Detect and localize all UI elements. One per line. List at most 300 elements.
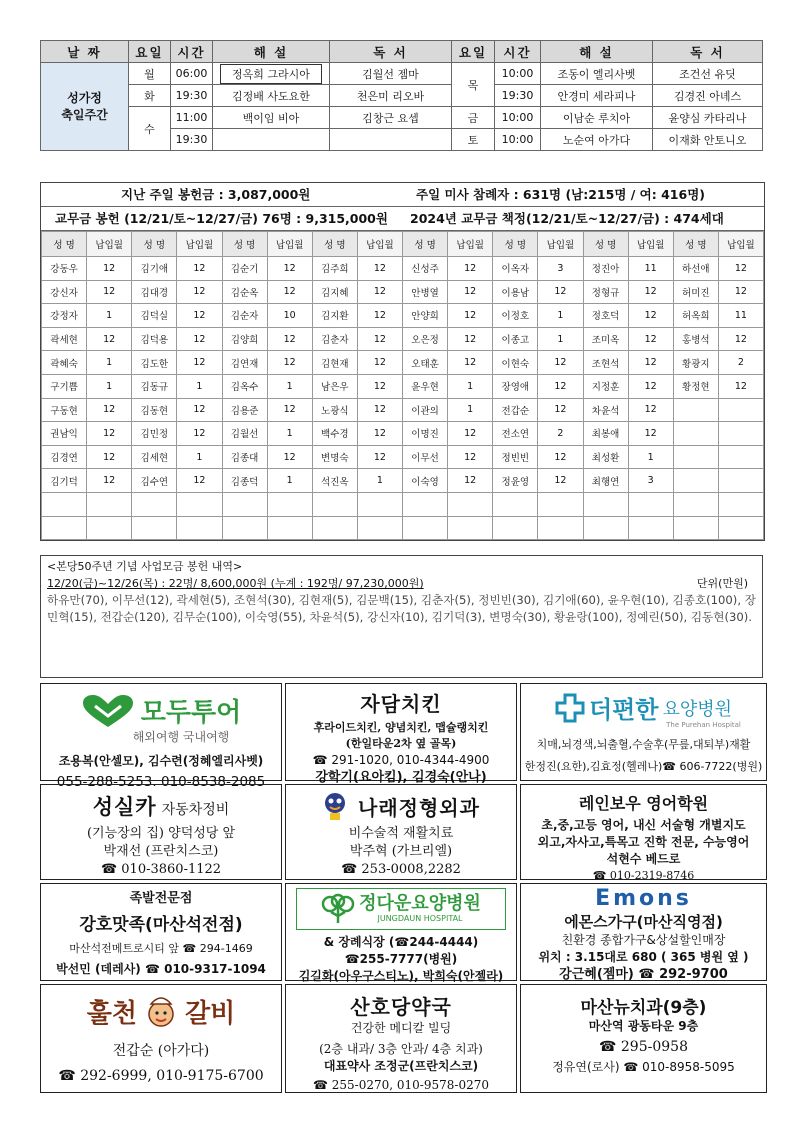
day-cell: 금 xyxy=(452,107,495,129)
header-name: 성 명 xyxy=(403,232,448,257)
jeongdaun-eng: JUNGDAUN HOSPITAL xyxy=(377,914,463,923)
header-reader-2: 독 서 xyxy=(653,41,763,63)
months-paid xyxy=(357,492,402,516)
months-paid: 1 xyxy=(177,374,222,398)
galbi-phone: ☎ 292-6999, 010-9175-6700 xyxy=(58,1068,264,1084)
jokbal-location: 마산석전메트로시티 앞 ☎ 294-1469 xyxy=(69,942,253,955)
member-name: 김세현 xyxy=(132,445,177,469)
nursing-people: 한정진(요한),김효정(헬레나)☎ 606-7722(병원) xyxy=(524,760,763,773)
time-cell: 06:00 xyxy=(171,63,213,85)
member-name xyxy=(673,422,718,446)
months-paid: 12 xyxy=(538,351,583,375)
jeongdaun-funeral: & 장례식장 (☎244-4444) xyxy=(323,935,479,949)
header-name: 성 명 xyxy=(222,232,267,257)
months-paid: 1 xyxy=(87,351,132,375)
dues-row xyxy=(42,492,764,516)
jeongdaun-name: 정다운요양병원 xyxy=(359,893,481,914)
member-name: 김기덕 xyxy=(42,469,87,493)
medical-cross-icon xyxy=(555,693,585,723)
car-desc: (기능장의 집) 양덕성당 앞 xyxy=(86,826,236,841)
member-name: 김지환 xyxy=(312,304,357,328)
modutour-phone: 055-288-5253. 010-8538-2085 xyxy=(56,774,266,790)
months-paid: 12 xyxy=(718,374,763,398)
jeongdaun-phone: ☎255-7777(병원) xyxy=(344,952,458,966)
member-name: 지정훈 xyxy=(583,374,628,398)
months-paid: 12 xyxy=(267,257,312,281)
months-paid: 12 xyxy=(177,280,222,304)
header-date: 날 짜 xyxy=(41,41,129,63)
months-paid: 12 xyxy=(357,327,402,351)
reader-name: 천은미 리오바 xyxy=(330,85,452,107)
surgery-desc: 비수술적 재활치료 xyxy=(348,826,454,841)
member-name: 강신자 xyxy=(42,280,87,304)
emons-brand: Emons xyxy=(595,886,692,911)
member-name: 남은우 xyxy=(312,374,357,398)
months-paid: 12 xyxy=(357,280,402,304)
months-paid: 12 xyxy=(177,351,222,375)
member-name: 권남익 xyxy=(42,422,87,446)
member-name: 황정현 xyxy=(673,374,718,398)
months-paid xyxy=(87,516,132,540)
member-name xyxy=(583,516,628,540)
offering-summary-row xyxy=(41,183,764,207)
header-name: 성 명 xyxy=(42,232,87,257)
member-name xyxy=(673,492,718,516)
months-paid: 12 xyxy=(448,257,493,281)
fund-period: 12/20(금)~12/26(목) : 22명/ 8,600,000원 (누계 : 192명/ 97,230,000원) xyxy=(47,577,424,590)
member-name: 김수연 xyxy=(132,469,177,493)
member-name: 강동우 xyxy=(42,257,87,281)
months-paid: 1 xyxy=(448,398,493,422)
member-name xyxy=(222,516,267,540)
header-months-paid: 납입월 xyxy=(357,232,402,257)
months-paid: 12 xyxy=(718,257,763,281)
member-name: 오태훈 xyxy=(403,351,448,375)
months-paid: 12 xyxy=(357,445,402,469)
day-cell: 월 xyxy=(129,63,171,85)
months-paid xyxy=(357,516,402,540)
ad-jeongdaun-hospital xyxy=(285,883,517,981)
member-name: 김현재 xyxy=(312,351,357,375)
member-name xyxy=(493,516,538,540)
commentator-name: 안경미 세라피나 xyxy=(541,85,653,107)
commentator-name xyxy=(213,129,330,151)
months-paid: 12 xyxy=(87,398,132,422)
months-paid: 12 xyxy=(87,422,132,446)
months-paid xyxy=(718,398,763,422)
emons-people: 강근혜(젬마) ☎ 292-9700 xyxy=(559,967,728,982)
nursing-desc: 치매,뇌경색,뇌출혈,수술후(무릎,대퇴부)재활 xyxy=(536,738,751,751)
nursing-brand: 더편한 xyxy=(588,696,659,724)
pharmacy-person: 대표약사 조정군(프란치스코) xyxy=(323,1059,479,1073)
feast-week-label: 성가정 축일주간 xyxy=(41,63,129,151)
member-name: 김동규 xyxy=(132,374,177,398)
months-paid xyxy=(718,445,763,469)
chicken-location: (한일타운2차 옆 골목) xyxy=(345,737,457,750)
months-paid: 1 xyxy=(177,445,222,469)
time-cell: 10:00 xyxy=(495,107,541,129)
last-week-offering: 지난 주일 봉헌금 : 3,087,000원 xyxy=(121,187,311,202)
reader-name xyxy=(330,129,452,151)
months-paid: 12 xyxy=(177,304,222,328)
months-paid: 11 xyxy=(718,304,763,328)
months-paid: 12 xyxy=(448,351,493,375)
months-paid: 12 xyxy=(267,351,312,375)
member-name: 노광식 xyxy=(312,398,357,422)
nursing-brand-2: 요양병원 xyxy=(662,698,733,720)
dues-table xyxy=(41,231,764,540)
dues-row xyxy=(42,374,764,398)
months-paid: 12 xyxy=(87,445,132,469)
heart-logo-icon xyxy=(81,694,135,728)
months-paid xyxy=(448,492,493,516)
member-name: 곽세현 xyxy=(42,327,87,351)
pharmacy-name: 산호당약국 xyxy=(350,995,452,1019)
member-name: 정진아 xyxy=(583,257,628,281)
header-months-paid: 납입월 xyxy=(267,232,312,257)
header-months-paid: 납입월 xyxy=(538,232,583,257)
member-name: 안병열 xyxy=(403,280,448,304)
fund-title: <본당50주년 기념 사업모금 봉헌 내역> xyxy=(47,560,243,573)
ad-jokbal xyxy=(40,883,282,981)
rainbow-phone: ☎ 010-2319-8746 xyxy=(592,869,695,882)
member-name: 하선애 xyxy=(673,257,718,281)
commentator-name: 백이임 비아 xyxy=(213,107,330,129)
member-name xyxy=(42,516,87,540)
member-name: 김순자 xyxy=(222,304,267,328)
header-day-2: 요일 xyxy=(452,41,495,63)
member-name: 정빈빈 xyxy=(493,445,538,469)
header-months-paid: 납입월 xyxy=(177,232,222,257)
member-name: 이정호 xyxy=(493,304,538,328)
member-name: 김월선 xyxy=(222,422,267,446)
member-name: 신성주 xyxy=(403,257,448,281)
member-name: 허미진 xyxy=(673,280,718,304)
months-paid xyxy=(718,469,763,493)
reader-name: 이재화 안토니오 xyxy=(653,129,763,151)
dues-plan: 2024년 교무금 책정(12/21/토~12/27/금) : 474세대 xyxy=(410,211,724,226)
member-name: 김동현 xyxy=(132,398,177,422)
header-name: 성 명 xyxy=(493,232,538,257)
chef-mascot-icon xyxy=(143,994,179,1030)
months-paid: 2 xyxy=(538,422,583,446)
member-name: 최봉애 xyxy=(583,422,628,446)
months-paid xyxy=(538,516,583,540)
months-paid xyxy=(87,492,132,516)
schedule-header-row xyxy=(41,41,763,63)
commentator-name: 노순여 아가다 xyxy=(541,129,653,151)
months-paid: 1 xyxy=(628,445,673,469)
day-cell: 수 xyxy=(129,107,171,151)
member-name: 김종대 xyxy=(222,445,267,469)
months-paid: 12 xyxy=(267,445,312,469)
months-paid xyxy=(267,516,312,540)
ad-dental xyxy=(520,984,767,1093)
member-name xyxy=(673,516,718,540)
ad-emons-furniture xyxy=(520,883,767,981)
months-paid: 3 xyxy=(628,469,673,493)
member-name: 김옥수 xyxy=(222,374,267,398)
months-paid xyxy=(718,422,763,446)
months-paid: 12 xyxy=(177,469,222,493)
months-paid: 12 xyxy=(448,445,493,469)
time-cell: 19:30 xyxy=(495,85,541,107)
dues-row xyxy=(42,445,764,469)
member-name xyxy=(673,398,718,422)
car-person: 박재선 (프란치스코) xyxy=(103,844,219,859)
jokbal-kind: 족발전문점 xyxy=(129,891,193,906)
surgery-name: 나래정형외과 xyxy=(358,795,480,820)
header-months-paid: 납입월 xyxy=(628,232,673,257)
months-paid: 2 xyxy=(718,351,763,375)
member-name: 전소연 xyxy=(493,422,538,446)
fund-period-row xyxy=(47,575,756,592)
member-name xyxy=(132,516,177,540)
fund-donor-list: 하유만(70), 이무선(12), 곽세현(5), 조현석(30), 김현재(5), 김문백(15), 김춘자(5), 정빈빈(30), 김기애(60), 윤우현(10), 김종호(100), 장민혁(15), 전갑순(120), 김무순(100), 이숙영(55), 차윤석(5), 강신자(10), 김기덕(3), 변명숙(30), 황윤랑(100), 정예린(50), 김동현(30). xyxy=(47,593,756,624)
anniversary-fund-section xyxy=(40,555,763,678)
member-name: 홍병석 xyxy=(673,327,718,351)
member-name: 강정자 xyxy=(42,304,87,328)
member-name: 조미옥 xyxy=(583,327,628,351)
rainbow-desc-1: 초,중,고등 영어, 내신 서술형 개별지도 xyxy=(541,818,746,832)
member-name xyxy=(42,492,87,516)
months-paid: 12 xyxy=(628,374,673,398)
months-paid: 12 xyxy=(177,257,222,281)
months-paid xyxy=(448,516,493,540)
dues-row xyxy=(42,304,764,328)
months-paid: 12 xyxy=(718,280,763,304)
reader-name: 윤양심 카타리나 xyxy=(653,107,763,129)
modutour-people: 조용복(안셀모), 김수련(정혜엘리사벳) xyxy=(58,754,264,768)
months-paid: 1 xyxy=(538,327,583,351)
ad-pharmacy xyxy=(285,984,517,1093)
chicken-menu: 후라이드치킨, 양념치킨, 맵슐랭치킨 xyxy=(313,721,489,734)
time-cell: 19:30 xyxy=(171,85,213,107)
member-name: 김용준 xyxy=(222,398,267,422)
months-paid xyxy=(538,492,583,516)
ad-car-repair xyxy=(40,784,282,880)
months-paid: 11 xyxy=(628,257,673,281)
months-paid: 12 xyxy=(628,327,673,351)
header-name: 성 명 xyxy=(583,232,628,257)
member-name: 최성환 xyxy=(583,445,628,469)
months-paid: 1 xyxy=(267,469,312,493)
member-name: 김덕용 xyxy=(132,327,177,351)
dental-name: 마산뉴치과(9층) xyxy=(580,998,707,1018)
months-paid: 12 xyxy=(538,280,583,304)
member-name xyxy=(312,492,357,516)
months-paid: 1 xyxy=(267,374,312,398)
member-name: 김민정 xyxy=(132,422,177,446)
time-cell: 19:30 xyxy=(171,129,213,151)
header-commentator: 해 설 xyxy=(213,41,330,63)
galbi-person: 전갑순 (아가다) xyxy=(112,1043,210,1059)
months-paid: 12 xyxy=(538,469,583,493)
months-paid: 12 xyxy=(357,351,402,375)
months-paid: 12 xyxy=(357,374,402,398)
emons-location: 위치 : 3.15대로 680 ( 365 병원 옆 ) xyxy=(538,950,749,964)
donation-section xyxy=(40,182,765,541)
months-paid: 12 xyxy=(357,304,402,328)
dues-row xyxy=(42,327,764,351)
months-paid: 12 xyxy=(448,422,493,446)
months-paid: 10 xyxy=(267,304,312,328)
months-paid: 12 xyxy=(448,327,493,351)
member-name: 김연재 xyxy=(222,351,267,375)
months-paid xyxy=(177,492,222,516)
header-months-paid: 납입월 xyxy=(448,232,493,257)
member-name: 이관의 xyxy=(403,398,448,422)
months-paid: 1 xyxy=(357,469,402,493)
chicken-phone: ☎ 291-1020, 010-4344-4900 xyxy=(312,753,490,767)
car-sub: 자동차정비 xyxy=(161,802,230,818)
member-name: 곽혜숙 xyxy=(42,351,87,375)
surgery-phone: ☎ 253-0008,2282 xyxy=(341,862,461,877)
member-name: 김주희 xyxy=(312,257,357,281)
day-cell: 화 xyxy=(129,85,171,107)
jokbal-people: 박선민 (데레사) ☎ 010-9317-1094 xyxy=(56,962,266,976)
dues-row xyxy=(42,469,764,493)
rainbow-person: 석현수 베드로 xyxy=(606,852,681,866)
months-paid: 12 xyxy=(87,469,132,493)
dues-row xyxy=(42,257,764,281)
jeongdaun-people: 김길화(아우구스티노), 박희숙(안젤라) xyxy=(298,969,504,983)
member-name: 이숙영 xyxy=(403,469,448,493)
member-name: 이현숙 xyxy=(493,351,538,375)
rainbow-name: 레인보우 영어학원 xyxy=(578,794,709,813)
months-paid: 12 xyxy=(87,280,132,304)
galbi-brand-2: 갈비 xyxy=(185,999,236,1029)
member-name xyxy=(673,445,718,469)
member-name: 석진옥 xyxy=(312,469,357,493)
surgery-person: 박주혁 (가브리엘) xyxy=(349,844,453,859)
months-paid xyxy=(628,516,673,540)
member-name xyxy=(493,492,538,516)
member-name: 최행연 xyxy=(583,469,628,493)
ads-section xyxy=(40,683,767,1093)
reader-name: 조건선 유딧 xyxy=(653,63,763,85)
header-name: 성 명 xyxy=(132,232,177,257)
commentator-name: 김정배 사도요한 xyxy=(213,85,330,107)
header-months-paid: 납입월 xyxy=(718,232,763,257)
months-paid: 1 xyxy=(448,374,493,398)
car-phone: ☎ 010-3860-1122 xyxy=(100,862,222,877)
member-name: 정윤영 xyxy=(493,469,538,493)
member-name: 장영애 xyxy=(493,374,538,398)
member-name: 백수경 xyxy=(312,422,357,446)
member-name: 이무선 xyxy=(403,445,448,469)
ad-rainbow-academy xyxy=(520,784,767,880)
ad-nursing-hospital xyxy=(520,683,767,781)
member-name: 김순옥 xyxy=(222,280,267,304)
ad-orthopedics xyxy=(285,784,517,880)
ad-galbi xyxy=(40,984,282,1093)
header-name: 성 명 xyxy=(673,232,718,257)
reader-schedule-table xyxy=(40,40,763,151)
commentator-name: 이남순 루치아 xyxy=(541,107,653,129)
months-paid: 3 xyxy=(538,257,583,281)
member-name: 김덕실 xyxy=(132,304,177,328)
dues-row xyxy=(42,516,764,540)
member-name xyxy=(132,492,177,516)
member-name: 김종덕 xyxy=(222,469,267,493)
member-name xyxy=(403,492,448,516)
months-paid: 1 xyxy=(267,422,312,446)
pharmacy-floors: (2층 내과/ 3층 안과/ 4층 치과) xyxy=(319,1042,483,1056)
tree-logo-icon xyxy=(321,894,355,924)
header-day: 요일 xyxy=(129,41,171,63)
mascot-icon xyxy=(322,791,348,821)
dues-row xyxy=(42,422,764,446)
header-months-paid: 납입월 xyxy=(87,232,132,257)
months-paid: 12 xyxy=(267,327,312,351)
months-paid: 12 xyxy=(357,398,402,422)
member-name: 김춘자 xyxy=(312,327,357,351)
dues-offering: 교무금 봉헌 (12/21/토~12/27/금) 76명 : 9,315,000원 xyxy=(55,211,388,226)
member-name: 차윤석 xyxy=(583,398,628,422)
member-name: 조현석 xyxy=(583,351,628,375)
time-cell: 10:00 xyxy=(495,129,541,151)
reader-name: 김창근 요셉 xyxy=(330,107,452,129)
member-name: 구동현 xyxy=(42,398,87,422)
dues-row xyxy=(42,398,764,422)
member-name: 김순기 xyxy=(222,257,267,281)
months-paid: 12 xyxy=(87,257,132,281)
member-name: 이명진 xyxy=(403,422,448,446)
months-paid xyxy=(628,492,673,516)
months-paid: 12 xyxy=(718,327,763,351)
dental-location: 마산역 광동타운 9층 xyxy=(588,1019,699,1033)
time-cell: 11:00 xyxy=(171,107,213,129)
months-paid xyxy=(718,516,763,540)
months-paid: 12 xyxy=(628,304,673,328)
months-paid: 12 xyxy=(87,327,132,351)
months-paid: 1 xyxy=(538,304,583,328)
member-name xyxy=(222,492,267,516)
member-name: 오은정 xyxy=(403,327,448,351)
member-name: 정호덕 xyxy=(583,304,628,328)
emons-desc: 친환경 종합가구&상설할인매장 xyxy=(561,933,726,947)
member-name: 전갑순 xyxy=(493,398,538,422)
member-name: 안양희 xyxy=(403,304,448,328)
member-name: 이용남 xyxy=(493,280,538,304)
member-name: 김대경 xyxy=(132,280,177,304)
rainbow-desc-2: 외고,자사고,특목고 진학 전문, 수능영어 xyxy=(537,835,750,849)
header-commentator-2: 해 설 xyxy=(541,41,653,63)
fund-unit: 단위(만원) xyxy=(696,577,748,590)
months-paid xyxy=(267,492,312,516)
months-paid: 12 xyxy=(538,398,583,422)
months-paid xyxy=(718,492,763,516)
months-paid: 12 xyxy=(448,469,493,493)
header-name: 성 명 xyxy=(312,232,357,257)
header-reader: 독 서 xyxy=(330,41,452,63)
member-name xyxy=(403,516,448,540)
reader-name: 김월선 젬마 xyxy=(330,63,452,85)
months-paid: 12 xyxy=(538,374,583,398)
dues-row xyxy=(42,280,764,304)
header-time: 시간 xyxy=(171,41,213,63)
months-paid: 12 xyxy=(628,398,673,422)
months-paid: 12 xyxy=(177,327,222,351)
member-name: 윤우현 xyxy=(403,374,448,398)
member-name: 이옥자 xyxy=(493,257,538,281)
member-name: 김기애 xyxy=(132,257,177,281)
nursing-eng: The Purehan Hospital xyxy=(666,721,741,729)
months-paid: 12 xyxy=(628,351,673,375)
chicken-name: 자담치킨 xyxy=(360,692,442,716)
months-paid: 1 xyxy=(87,304,132,328)
